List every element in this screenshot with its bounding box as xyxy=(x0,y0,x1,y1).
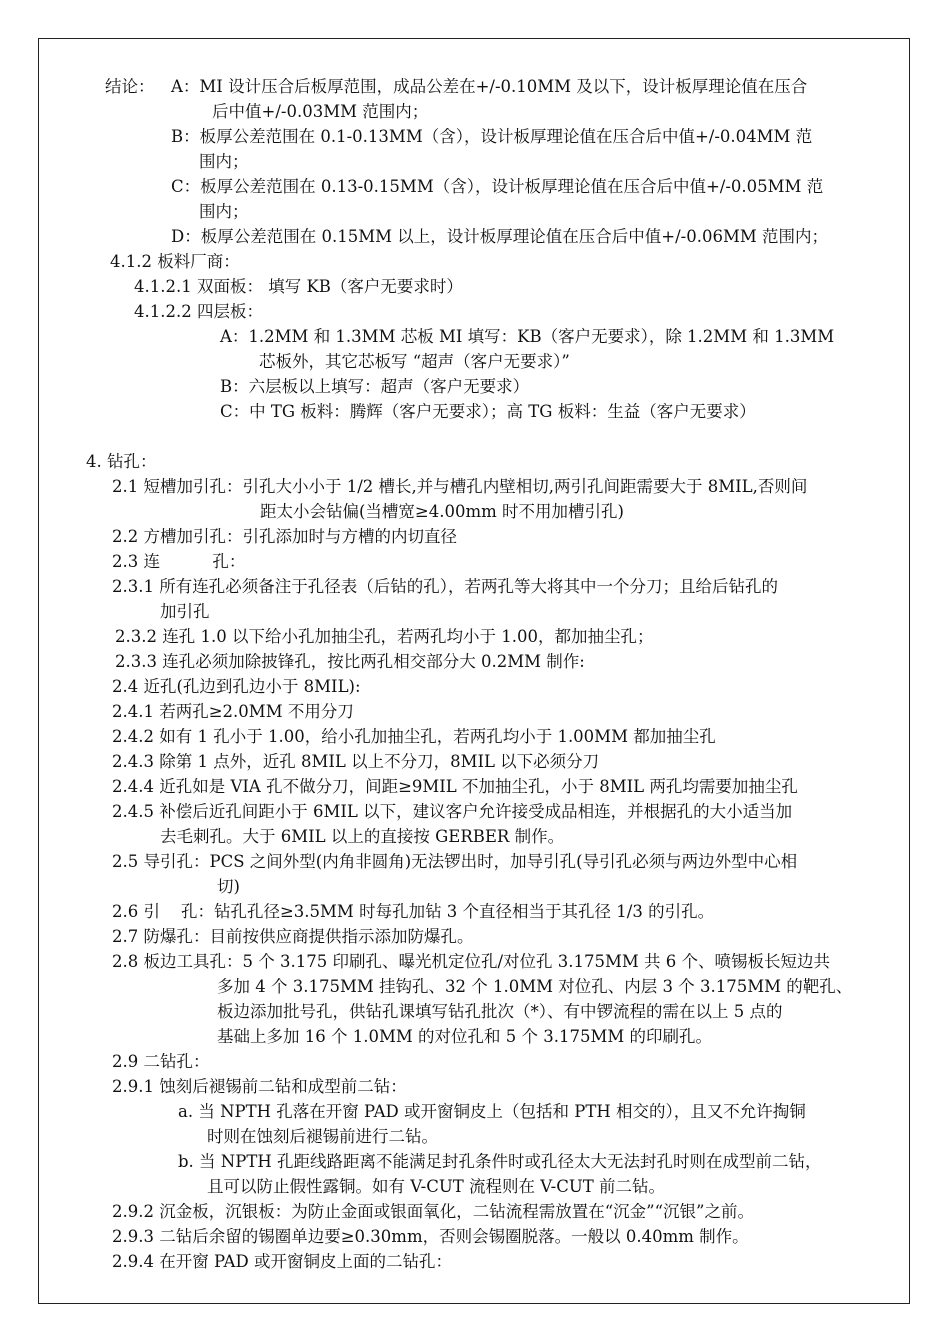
section-4-1-2-1: 4.1.2.1 双面板： 填写 KB（客户无要求时） xyxy=(134,277,463,296)
material-c: C：中 TG 板料：腾辉（客户无要求）；高 TG 板料：生益（客户无要求） xyxy=(220,402,756,421)
drill-2-9-1-a-line1: a. 当 NPTH 孔落在开窗 PAD 或开窗铜皮上（包括和 PTH 相交的），且又不允许掏铜 xyxy=(178,1102,806,1121)
section-4-1-2-heading: 4.1.2 板料厂商： xyxy=(110,252,240,271)
drill-2-8-line2: 多加 4 个 3.175MM 挂钩孔、32 个 1.0MM 对位孔、内层 3 个 3.175MM 的靶孔、 xyxy=(217,977,853,996)
drill-2-4-5-line2: 去毛刺孔。大于 6MIL 以上的直接按 GERBER 制作。 xyxy=(160,827,565,846)
conclusion-a-line2: 后中值+/-0.03MM 范围内； xyxy=(212,102,429,121)
conclusion-a-line1: A：MI 设计压合后板厚范围，成品公差在+/-0.10MM 及以下，设计板厚理论值在压合 xyxy=(171,77,808,96)
drill-2-3: 2.3 连 孔： xyxy=(112,552,246,571)
drill-2-9: 2.9 二钻孔： xyxy=(112,1052,210,1071)
conclusion-c-line1: C：板厚公差范围在 0.13-0.15MM（含），设计板厚理论值在压合后中值+/-0.05MM 范 xyxy=(171,177,824,196)
drill-2-5-line1: 2.5 导引孔：PCS 之间外型(内角非圆角)无法锣出时，加导引孔(导引孔必须与两边外型中心相 xyxy=(112,852,798,871)
drill-2-3-1-line2: 加引孔 xyxy=(160,602,210,621)
drill-2-5-line2: 切) xyxy=(217,877,240,896)
drill-2-3-2: 2.3.2 连孔 1.0 以下给小孔加抽尘孔，若两孔均小于 1.00，都加抽尘孔； xyxy=(115,627,654,646)
drill-2-8-line3: 板边添加批号孔，供钻孔课填写钻孔批次（*）、有中锣流程的需在以上 5 点的 xyxy=(217,1002,783,1021)
drill-2-1-line1: 2.1 短槽加引孔：引孔大小小于 1/2 槽长,并与槽孔内壁相切,两引孔间距需要大于 8MIL,否则间 xyxy=(112,477,808,496)
drill-2-9-2: 2.9.2 沉金板，沉银板：为防止金面或银面氧化，二钻流程需放置在“沉金”“沉银”之前。 xyxy=(112,1202,754,1221)
drill-2-6: 2.6 引 孔：钻孔孔径≥3.5MM 时每孔加钻 3 个直径相当于其孔径 1/3 的引孔。 xyxy=(112,902,715,921)
drill-2-2: 2.2 方槽加引孔：引孔添加时与方槽的内切直径 xyxy=(112,527,457,546)
drill-2-1-line2: 距太小会钻偏(当槽宽≥4.00mm 时不用加槽引孔) xyxy=(260,502,624,521)
drill-2-3-1-line1: 2.3.1 所有连孔必须备注于孔径表（后钻的孔），若两孔等大将其中一个分刀；且给后钻孔的 xyxy=(112,577,778,596)
material-a-line1: A：1.2MM 和 1.3MM 芯板 MI 填写：KB（客户无要求），除 1.2MM 和 1.3MM xyxy=(220,327,835,346)
conclusion-b-line2: 围内； xyxy=(199,152,249,171)
drill-2-9-4: 2.9.4 在开窗 PAD 或开窗铜皮上面的二钻孔： xyxy=(112,1252,452,1271)
drill-2-3-3: 2.3.3 连孔必须加除披锋孔，按比两孔相交部分大 0.2MM 制作: xyxy=(115,652,585,671)
conclusion-c-line2: 围内； xyxy=(199,202,249,221)
material-a-line2: 芯板外，其它芯板写 “超声（客户无要求）” xyxy=(259,352,570,371)
drill-2-4: 2.4 近孔(孔边到孔边小于 8MIL): xyxy=(112,677,361,696)
drill-2-7: 2.7 防爆孔：目前按供应商提供指示添加防爆孔。 xyxy=(112,927,474,946)
conclusion-d-line1: D：板厚公差范围在 0.15MM 以上，设计板厚理论值在压合后中值+/-0.06MM 范围内； xyxy=(171,227,828,246)
drill-2-4-1: 2.4.1 若两孔≥2.0MM 不用分刀 xyxy=(112,702,354,721)
drill-2-4-3: 2.4.3 除第 1 点外，近孔 8MIL 以上不分刀，8MIL 以下必须分刀 xyxy=(112,752,600,771)
drill-2-9-1: 2.9.1 蚀刻后褪锡前二钻和成型前二钻： xyxy=(112,1077,407,1096)
conclusion-label: 结论： xyxy=(105,77,155,96)
drill-2-9-3: 2.9.3 二钻后余留的锡圈单边要≥0.30mm，否则会锡圈脱落。一般以 0.40mm 制作。 xyxy=(112,1227,749,1246)
drill-2-9-1-b-line1: b. 当 NPTH 孔距线路距离不能满足封孔条件时或孔径太大无法封孔时则在成型前二钻， xyxy=(178,1152,822,1171)
drill-2-9-1-a-line2: 时则在蚀刻后褪锡前进行二钻。 xyxy=(207,1127,438,1146)
drill-2-4-5-line1: 2.4.5 补偿后近孔间距小于 6MIL 以下，建议客户允许接受成品相连，并根据孔的大小适当加 xyxy=(112,802,793,821)
drill-2-8-line1: 2.8 板边工具孔：5 个 3.175 印刷孔、曝光机定位孔/对位孔 3.175MM 共 6 个、喷锡板长短边共 xyxy=(112,952,831,971)
conclusion-b-line1: B：板厚公差范围在 0.1-0.13MM（含），设计板厚理论值在压合后中值+/-0.04MM 范 xyxy=(171,127,813,146)
drill-2-9-1-b-line2: 且可以防止假性露铜。如有 V-CUT 流程则在 V-CUT 前二钻。 xyxy=(207,1177,666,1196)
drill-2-4-2: 2.4.2 如有 1 孔小于 1.00，给小孔加抽尘孔，若两孔均小于 1.00MM 都加抽尘孔 xyxy=(112,727,716,746)
drill-2-8-line4: 基础上多加 16 个 1.0MM 的对位孔和 5 个 3.175MM 的印刷孔。 xyxy=(217,1027,713,1046)
section-4-drill-heading: 4. 钻孔： xyxy=(86,452,157,471)
section-4-1-2-2: 4.1.2.2 四层板： xyxy=(134,302,263,321)
material-b: B：六层板以上填写：超声（客户无要求） xyxy=(220,377,530,396)
drill-2-4-4: 2.4.4 近孔如是 VIA 孔不做分刀，间距≥9MIL 不加抽尘孔，小于 8MIL 两孔均需要加抽尘孔 xyxy=(112,777,798,796)
